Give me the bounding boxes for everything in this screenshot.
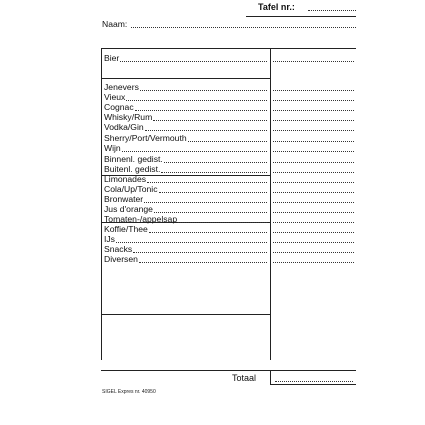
item-quantity-field[interactable] xyxy=(144,202,267,203)
item-quantity-field[interactable] xyxy=(139,262,267,263)
tafel-label: Tafel nr.: xyxy=(258,2,295,12)
naam-field[interactable] xyxy=(131,27,356,28)
item-label: Bier xyxy=(104,53,120,63)
item-quantity-field[interactable] xyxy=(161,172,267,173)
item-quantity-field[interactable] xyxy=(135,110,267,111)
item-quantity-field[interactable] xyxy=(153,120,267,121)
item-label: Vieux xyxy=(104,92,126,102)
item-label: Wijn xyxy=(104,143,121,153)
item-label: Snacks xyxy=(104,244,133,254)
item-label: Vodka/Gin xyxy=(104,122,144,132)
item-quantity-field[interactable] xyxy=(116,242,267,243)
item-amount-field[interactable] xyxy=(273,262,354,263)
item-amount-field[interactable] xyxy=(273,242,354,243)
tafel-field[interactable] xyxy=(308,10,356,11)
amount-column-divider xyxy=(270,48,271,360)
totaal-bottom-border xyxy=(270,384,356,385)
item-amount-field[interactable] xyxy=(273,141,354,142)
item-amount-field[interactable] xyxy=(273,100,354,101)
item-label: Bronwater xyxy=(104,194,144,204)
item-quantity-field[interactable] xyxy=(164,162,267,163)
item-label: Tomaten-/appelsap xyxy=(104,214,178,224)
item-label: Binnenl. gedist. xyxy=(104,154,163,164)
totaal-label: Totaal xyxy=(232,373,257,383)
item-label: Diversen xyxy=(104,254,138,264)
item-label: Koffie/Thee xyxy=(104,224,148,234)
item-label: Jenevers xyxy=(104,82,139,92)
item-amount-field[interactable] xyxy=(273,120,354,121)
item-quantity-field[interactable] xyxy=(147,182,267,183)
item-amount-field[interactable] xyxy=(273,222,354,223)
item-label: Limonades xyxy=(104,174,147,184)
item-amount-field[interactable] xyxy=(273,110,354,111)
item-amount-field[interactable] xyxy=(273,151,354,152)
item-amount-field[interactable] xyxy=(273,61,354,62)
item-label: Whisky/Rum xyxy=(104,112,153,122)
header-rule xyxy=(246,16,356,17)
item-quantity-field[interactable] xyxy=(145,130,267,131)
item-quantity-field[interactable] xyxy=(140,90,267,91)
item-quantity-field[interactable] xyxy=(188,141,267,142)
item-amount-field[interactable] xyxy=(273,130,354,131)
footer-text: SIGEL Expres nr. 40950 xyxy=(102,389,156,395)
item-label: Buitenl. gedist. xyxy=(104,164,161,174)
item-amount-field[interactable] xyxy=(273,172,354,173)
item-quantity-field[interactable] xyxy=(159,192,267,193)
item-amount-field[interactable] xyxy=(273,202,354,203)
section-divider-1 xyxy=(101,78,270,79)
item-quantity-field[interactable] xyxy=(126,100,267,101)
item-amount-field[interactable] xyxy=(273,212,354,213)
item-label: Cognac xyxy=(104,102,134,112)
item-amount-field[interactable] xyxy=(273,252,354,253)
item-quantity-field[interactable] xyxy=(122,151,267,152)
items-bottom-border xyxy=(101,370,356,371)
item-quantity-field[interactable] xyxy=(120,61,267,62)
item-quantity-field[interactable] xyxy=(178,222,267,223)
item-label: Cola/Up/Tonic xyxy=(104,184,158,194)
section-divider-4 xyxy=(101,314,270,315)
item-amount-field[interactable] xyxy=(273,162,354,163)
naam-label: Naam: xyxy=(102,19,128,29)
item-quantity-field[interactable] xyxy=(149,232,267,233)
item-label: Sherry/Port/Vermouth xyxy=(104,133,187,143)
item-amount-field[interactable] xyxy=(273,192,354,193)
item-quantity-field[interactable] xyxy=(133,252,267,253)
item-label: Jus d'orange xyxy=(104,204,153,214)
totaal-box-left xyxy=(270,370,271,384)
items-top-border xyxy=(101,48,356,49)
item-amount-field[interactable] xyxy=(273,90,354,91)
item-label: IJs xyxy=(104,234,115,244)
totaal-field[interactable] xyxy=(275,381,353,382)
item-amount-field[interactable] xyxy=(273,232,354,233)
item-amount-field[interactable] xyxy=(273,182,354,183)
item-quantity-field[interactable] xyxy=(154,212,267,213)
